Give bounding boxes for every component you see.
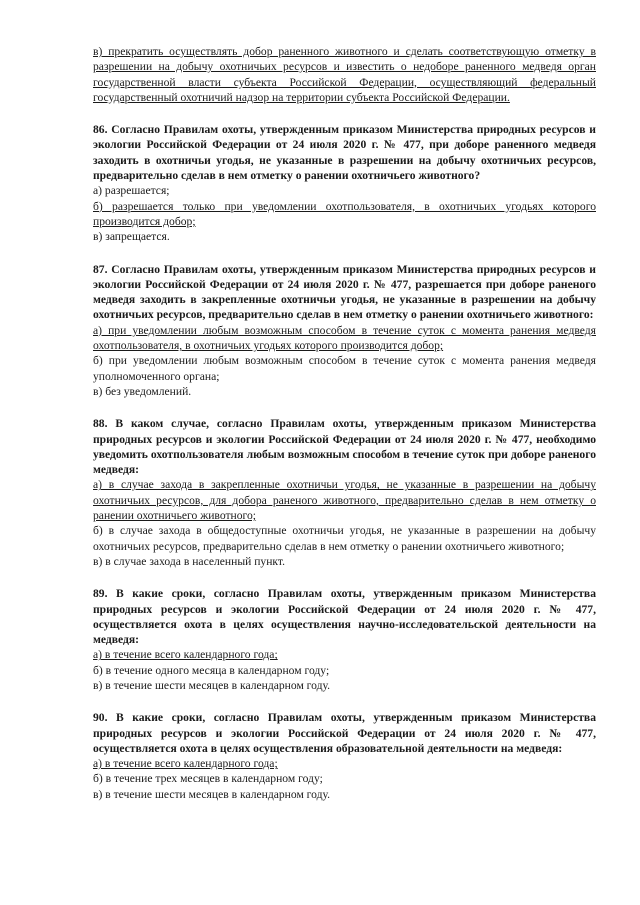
spacer xyxy=(93,245,596,262)
question-90: 90. В какие сроки, согласно Правилам охоты, утвержденным приказом Министерства природных ресурсов и экологии Российской Федерации от 24 июля 2020 г. № 477, осуществляется охота в целях осуществления образовательной деятельности на медведя: xyxy=(93,711,596,755)
answer-89-a-correct: а) в течение всего календарного года; xyxy=(93,648,278,662)
answer-87-c: в) без уведомлений. xyxy=(93,384,192,398)
answer-86-b-correct: б) разрешается только при уведомлении охотпользователя, в охотничьих угодьях которого производится добор; xyxy=(93,199,596,228)
answer-87-a-correct: а) при уведомлении любым возможным способом в течение суток с момента ранения медведя охотпользователя, в охотничьих угодьях которого производится добор; xyxy=(93,323,596,353)
answer-88-a-correct: а) в случае захода в закрепленные охотничьи угодья, не указанные в разрешении на добычу охотничьих ресурсов, для добора раненого животного, предварительно сделав в нем отметку о ранении охотничьего животного; xyxy=(93,478,596,523)
question-89: 89. В какие сроки, согласно Правилам охоты, утвержденным приказом Министерства природных ресурсов и экологии Российской Федерации от 24 июля 2020 г. № 477, осуществляется охота в целях осуществления научно-исследовательской деятельности на медведя: xyxy=(93,587,596,647)
answer-86-a: а) разрешается; xyxy=(93,184,170,198)
question-86: 86. Согласно Правилам охоты, утвержденным приказом Министерства природных ресурсов и экологии Российской Федерации от 24 июля 2020 г. № 477, при доборе раненного медведя заходить в охотничьи угодья, не указанные в разрешении на добычу охотничьих ресурсов, предварительно сделав в нем отметку о ранении охотничьего животного? xyxy=(93,123,596,183)
spacer xyxy=(93,569,596,586)
answer-90-b: б) в течение трех месяцев в календарном году; xyxy=(93,772,323,786)
answer-89-c: в) в течение шести месяцев в календарном году. xyxy=(93,678,331,692)
document-page xyxy=(93,44,596,802)
answer-88-c: в) в случае захода в населенный пункт. xyxy=(93,554,286,568)
spacer xyxy=(93,105,596,122)
spacer xyxy=(93,693,596,710)
answer-86-c: в) запрещается. xyxy=(93,230,170,244)
spacer xyxy=(93,399,596,416)
answer-88-b: б) в случае захода в общедоступные охотничьи угодья, не указанные в разрешении на добычу охотничьих ресурсов, предварительно сделав в нем отметку о ранении охотничьего животного; xyxy=(93,524,596,553)
question-88: 88. В каком случае, согласно Правилам охоты, утвержденным приказом Министерства природных ресурсов и экологии Российской Федерации от 24 июля 2020 г. № 477, необходимо уведомить охотпользователя любым возможным способом в течение суток при доборе раненого медведя: xyxy=(93,417,596,477)
answer-89-b: б) в течение одного месяца в календарном году; xyxy=(93,663,330,677)
answer-90-a-correct: а) в течение всего календарного года; xyxy=(93,757,278,771)
intro-answer-correct: в) прекратить осуществлять добор раненного животного и сделать соответствующую отметку в разрешении на добычу охотничьих ресурсов и известить о недоборе раненного медведя орган государственной власти субъекта Российской Федерации, осуществляющий федеральный государственный охотничий надзор на территории субъекта Российской Федерации. xyxy=(93,45,596,104)
answer-87-b: б) при уведомлении любым возможным способом в течение суток с момента ранения медведя уполномоченного органа; xyxy=(93,354,596,383)
answer-90-c: в) в течение шести месяцев в календарном году. xyxy=(93,787,331,801)
question-87: 87. Согласно Правилам охоты, утвержденным приказом Министерства природных ресурсов и экологии Российской Федерации от 24 июля 2020 г. № 477, разрешается при доборе раненого медведя заходить в закрепленные охотничьи угодья, не указанные в разрешении на добычу охотничьих ресурсов, предварительно сделав в нем отметку о ранении охотничьего животного: xyxy=(93,262,596,322)
